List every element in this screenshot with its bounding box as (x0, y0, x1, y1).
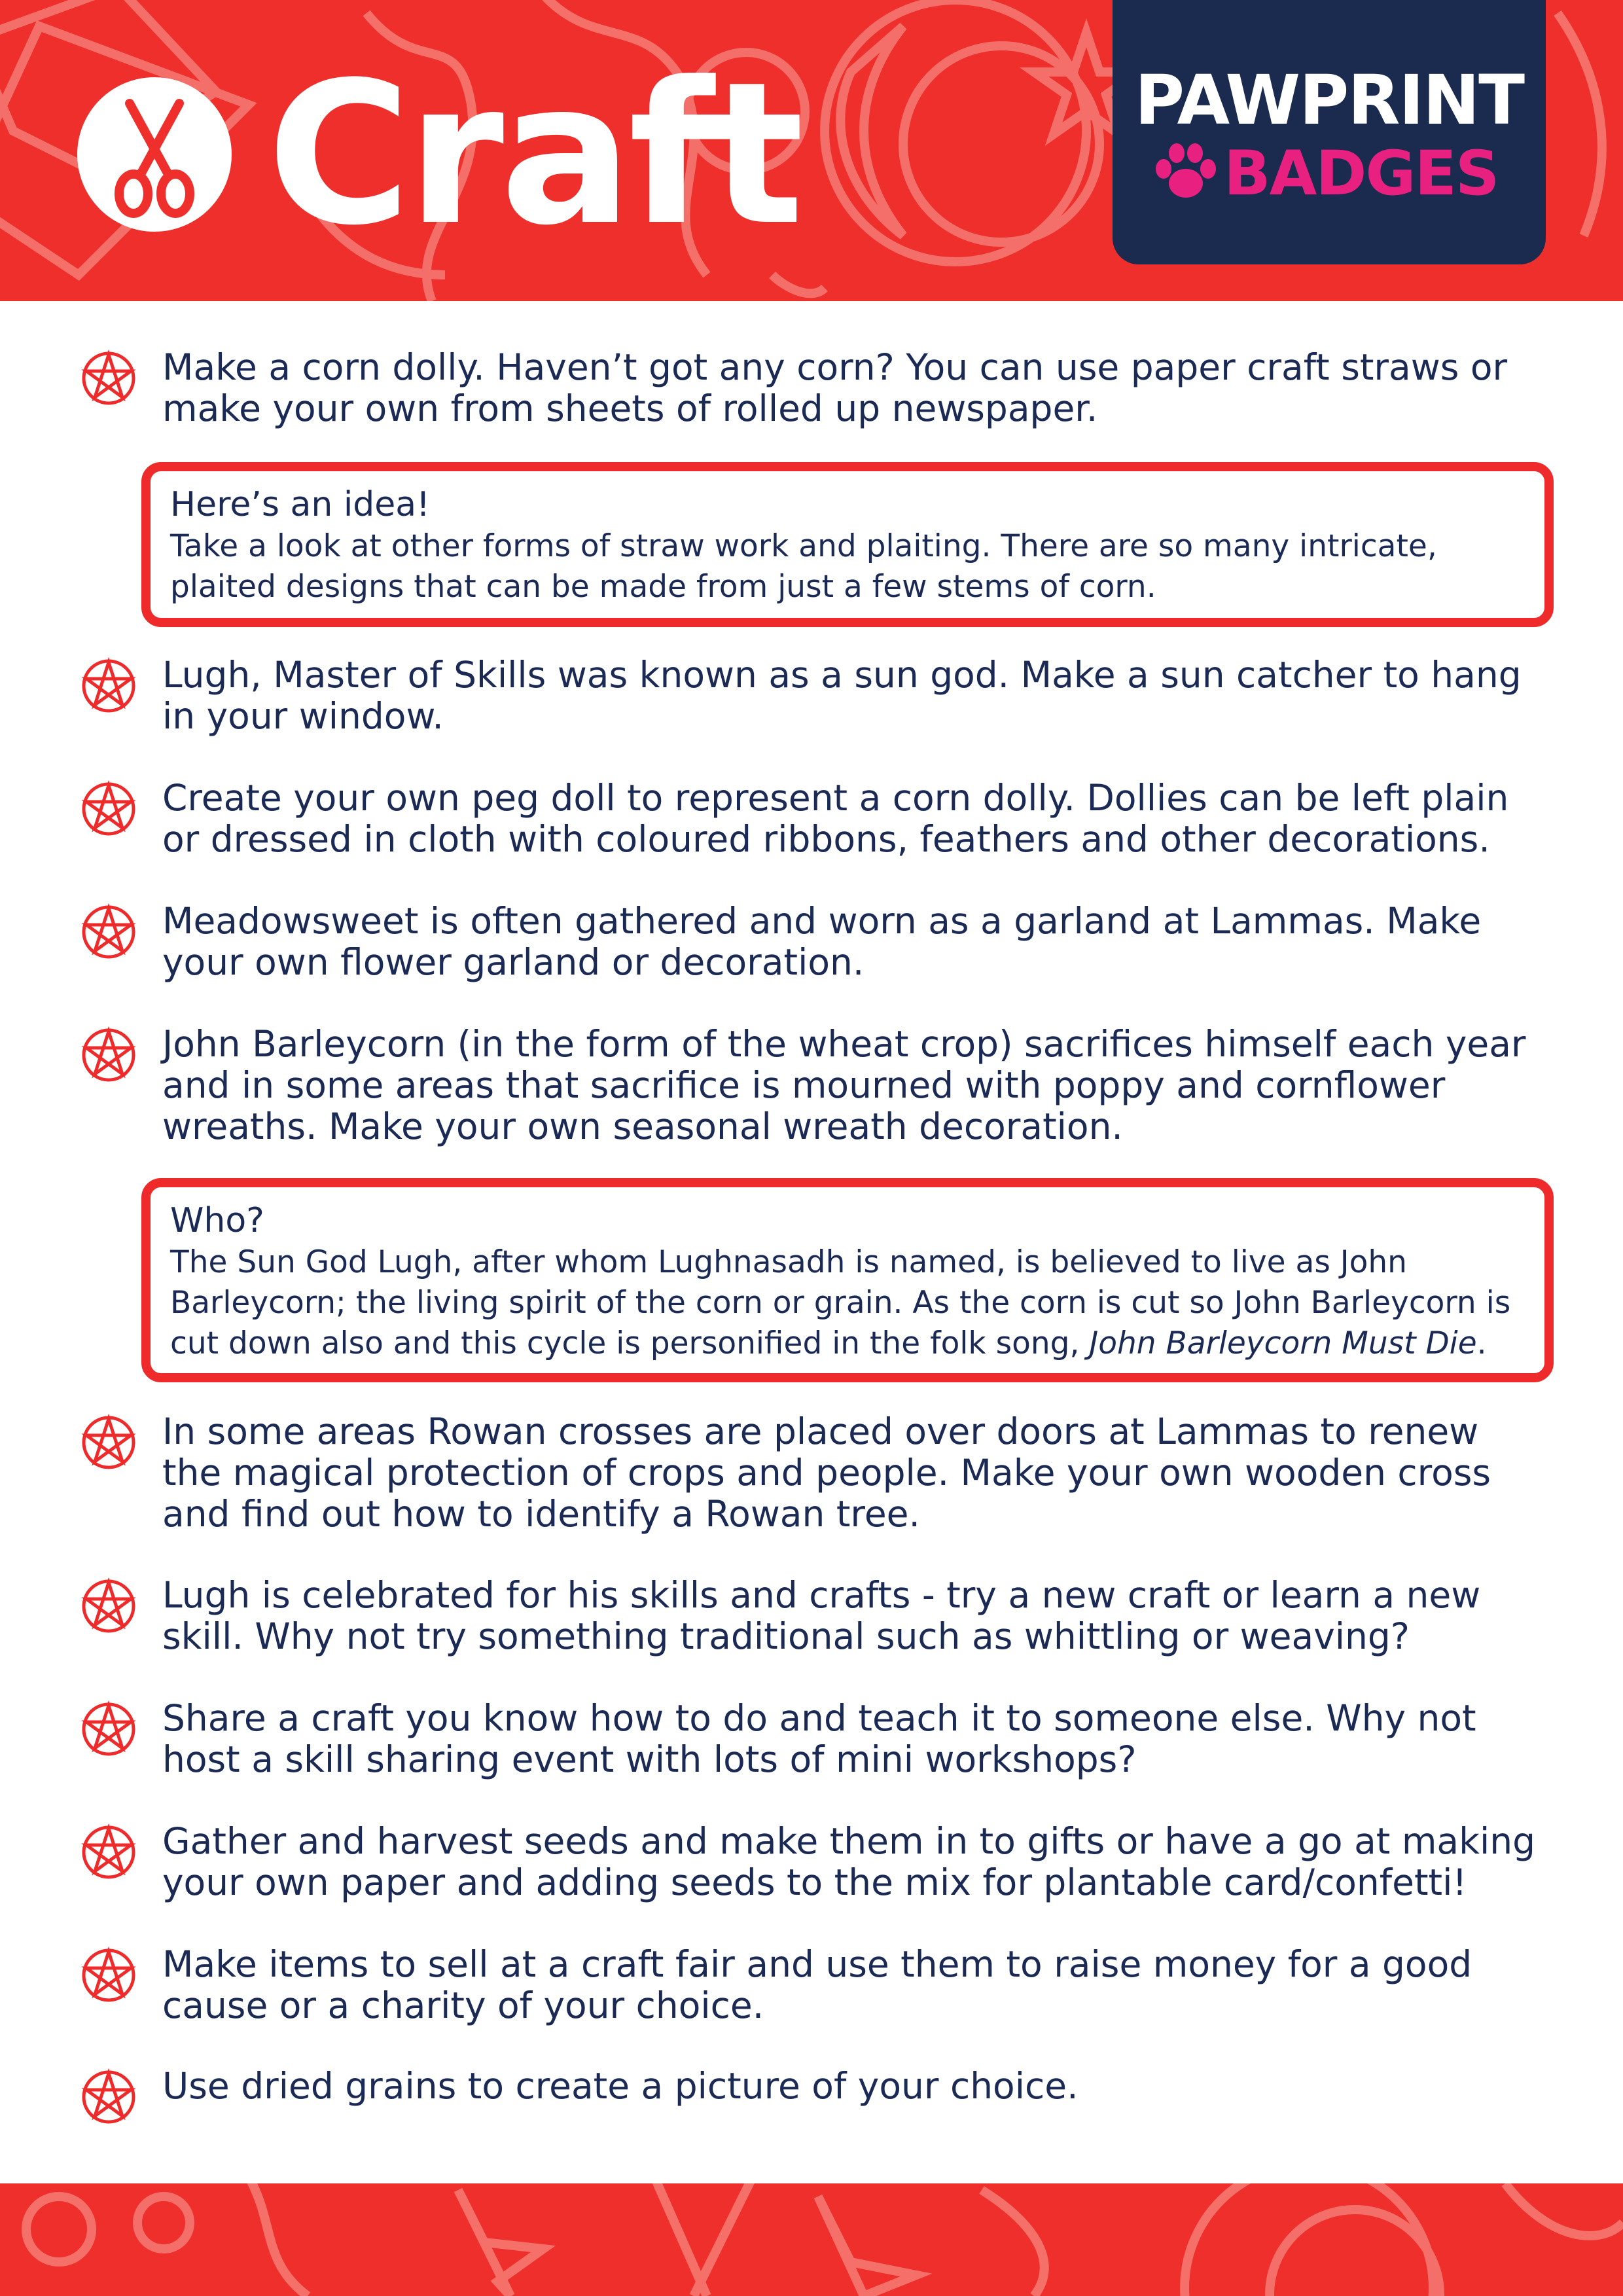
pentacle-icon (80, 1414, 137, 1471)
pentacle-icon (80, 780, 137, 838)
decorative-pattern (0, 2183, 1623, 2296)
idea-callout (141, 462, 1554, 627)
item-text: In some areas Rowan crosses are placed over doors at Lammas to renew the magical protection of crops and people. Make your own wooden cross and find out how to identify a Rowan tree. (162, 1410, 1491, 1535)
logo-text-top: PAWPRINT (1134, 60, 1524, 140)
item-text: Share a craft you know how to do and teach it to someone else. Why not host a skill sharing event with lots of mini workshops? (162, 1697, 1476, 1780)
item-text: Use dried grains to create a picture of your choice. (162, 2065, 1079, 2107)
callout-title: Here’s an idea! (170, 485, 430, 524)
pentacle-icon (80, 1700, 137, 1758)
paw-icon (1152, 143, 1220, 203)
item-text: Create your own peg doll to represent a corn dolly. Dollies can be left plain or dressed in cloth with coloured ribbons, feathers and other decorations. (162, 777, 1509, 860)
who-callout (141, 1178, 1554, 1382)
page-title: Craft (267, 40, 800, 268)
callout-body-text: The Sun God Lugh, after whom Lughnasadh is named, is believed to live as John Barleycorn; the living spirit of the corn or grain. As the corn is cut so John Barleycorn is cut down also and this cycle is personified in the folk song, (170, 1244, 1511, 1361)
footer-banner (0, 2183, 1623, 2296)
callout-body: Take a look at other forms of straw work and plaiting. There are so many intricate, plaited designs that can be made from just a few stems of corn. (170, 528, 1437, 605)
scissors-icon (77, 77, 232, 232)
item-text: Meadowsweet is often gathered and worn as a garland at Lammas. Make your own flower garland or decoration. (162, 900, 1482, 983)
callout-body (170, 1242, 1538, 1364)
item-text: Make a corn dolly. Haven’t got any corn? You can use paper craft straws or make your own from sheets of rolled up newspaper. (162, 346, 1508, 429)
pentacle-icon (80, 1823, 137, 1881)
pentacle-icon (80, 1577, 137, 1635)
item-text: Lugh is celebrated for his skills and crafts - try a new craft or learn a new skill. Why not try something traditional such as whittling or weaving? (162, 1574, 1481, 1657)
pentacle-icon (80, 657, 137, 715)
item-text: John Barleycorn (in the form of the wheat crop) sacrifices himself each year and in some areas that sacrifice is mourned with poppy and cornflower wreaths. Make your own seasonal wreath decoration. (162, 1023, 1526, 1147)
pawprint-badges-logo (1113, 0, 1546, 264)
item-text: Make items to sell at a craft fair and use them to raise money for a good cause or a charity of your choice. (162, 1943, 1472, 2026)
pentacle-icon (80, 1946, 137, 2004)
pentacle-icon (80, 903, 137, 961)
pentacle-icon (80, 1026, 137, 1084)
logo-text-bottom: BADGES (1224, 138, 1499, 209)
song-title: John Barleycorn Must Die (1089, 1325, 1477, 1361)
item-text: Lugh, Master of Skills was known as a sun god. Make a sun catcher to hang in your window. (162, 654, 1522, 737)
pentacle-icon (80, 2068, 137, 2126)
pentacle-icon (80, 350, 137, 407)
callout-title: Who? (170, 1201, 264, 1240)
callout-body-end: . (1476, 1325, 1487, 1361)
item-text: Gather and harvest seeds and make them in to gifts or have a go at making your own paper and adding seeds to the mix for plantable card/confetti! (162, 1820, 1536, 1903)
